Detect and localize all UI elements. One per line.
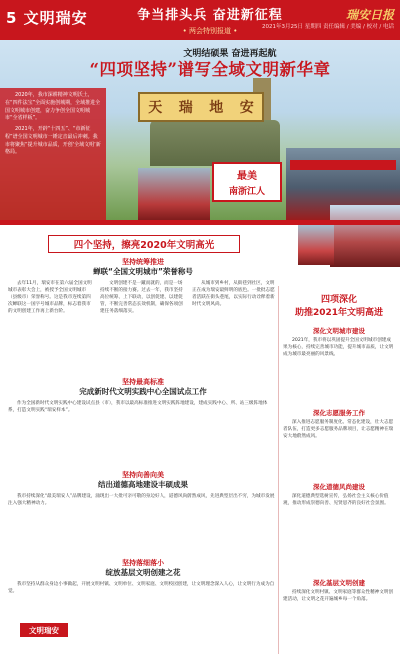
right-heading-1: 四项深化 xyxy=(320,295,357,305)
crowd-photo xyxy=(138,168,210,220)
article-a-text-2: 文明创建不是一蹴而就的，而是一场持续不断的接力赛。过去一年，我市坚持高位统筹、上下联动，以创促建、以建促管，不断完善常态长效机制，确保各项创建任务落细落实。 xyxy=(100,281,183,315)
subhead-c: 坚持向善向美 xyxy=(122,471,164,479)
newspaper-logo: 瑞安日报 xyxy=(345,8,394,22)
column-divider xyxy=(278,286,279,654)
sign-char: 安 xyxy=(239,100,254,116)
title-a: 蝉联“全国文明城市”荣誉称号 xyxy=(93,267,193,276)
right-subhead-1: 深化文明城市建设 xyxy=(313,327,365,335)
footer-tag-text: 文明瑞安 xyxy=(29,625,59,635)
most-beautiful-badge xyxy=(212,162,282,202)
article-c-text: 我市持续深化“最美瑞安人”品牌建设，涌现出一大批可亲可敬的身边好人，道德风尚蔚然成风，先进典型层出不穷，为城市发展注入强大精神动力。 xyxy=(8,494,275,507)
right-article-2-text: 深入推进志愿服务制度化、常态化建设，壮大志愿者队伍，打造更多志愿服务品牌项目，让志愿精神在瑞安大地蔚然成风。 xyxy=(283,420,394,440)
article-a-text-3: 从城市到乡村，从街巷到社区，文明正在成为瑞安最鲜明的底色。一批批志愿者活跃在街头巷尾，以实际行动诠释着新时代文明风尚。 xyxy=(192,281,275,308)
article-b xyxy=(8,400,276,466)
ceremony-banner xyxy=(290,160,396,170)
article-a-col1 xyxy=(8,280,94,372)
right-article-3 xyxy=(283,493,395,573)
article-a-text-1: 去年11月，瑞安市在第六届全国文明城市表彰大会上，被授予全国文明城市（县级市）荣誉称号。这是我市连续第四次蝉联这一国字号城市品牌，标志着我市的文明创建工作再上新台阶。 xyxy=(8,281,92,315)
right-subhead-4: 深化基层文明创建 xyxy=(313,579,365,587)
sign-char: 天 xyxy=(148,100,163,116)
article-b-text: 作为全国新时代文明实践中心建设试点县（市），我市以最高标准推进文明实践阵地建设，建成实践中心、所、站三级阵地体系，打造文明实践“瑞安样本”。 xyxy=(8,401,268,414)
folk-event-photo xyxy=(330,205,400,267)
right-article-2 xyxy=(283,419,395,479)
sign-char: 地 xyxy=(209,100,224,116)
badge-line-2: 南浙江人 xyxy=(228,187,265,197)
page-label: 5 文明瑞安 xyxy=(6,9,88,27)
title-c: 结出道德高地建设丰硕成果 xyxy=(98,480,188,489)
right-article-1-text: 2021年，我市将以巩固提升全国文明城市创建成果为核心，持续完善城市功能，提升城市品质，让文明成为城市最亮丽的风景线。 xyxy=(283,338,394,358)
headline-main: “四项坚持”谱写全域文明新华章 xyxy=(89,60,331,79)
right-subhead-3: 深化道德风尚建设 xyxy=(313,483,365,491)
performers-photo xyxy=(298,225,334,265)
right-subhead-2: 深化志愿服务工作 xyxy=(313,409,365,417)
title-d: 绽放基层文明创建之花 xyxy=(105,568,181,577)
header-slogan-block xyxy=(120,4,300,36)
intro-panel xyxy=(0,88,106,220)
title-b: 完成新时代文明实践中心全国试点工作 xyxy=(79,387,207,396)
right-article-4-text: 持续深化文明村镇、文明家庭等群众性精神文明创建活动，让文明之花开遍城乡每一个角落。 xyxy=(283,590,394,603)
subhead-b: 坚持最高标准 xyxy=(122,378,164,386)
article-d-text: 我市坚持从群众身边小事做起，开展文明村镇、文明单位、文明家庭、文明校园创建，让文明理念深入人心，让文明行为成为自觉。 xyxy=(8,582,275,595)
headline-kicker: 文明结硕果 奋进再起航 xyxy=(183,49,277,59)
section-main-title-text: 四个坚持，擦亮2020年文明高光 xyxy=(73,240,215,251)
article-a-col2 xyxy=(100,280,186,372)
footer-tag xyxy=(20,623,68,637)
subhead-d: 坚持落细落小 xyxy=(122,559,164,567)
right-article-3-text: 深化道德典型选树宣传，弘扬社会主义核心价值观，推动形成崇德向善、见贤思齐的良好社会氛围。 xyxy=(283,494,389,507)
intro-paragraph: 2020年，我市深耕精神文明沃土，在“四件法宝”全面实施创城期，全域推进全国文明城市创建，奋力争创全国文明城市“全省样板”。 xyxy=(5,92,101,122)
article-a-col3 xyxy=(192,280,276,372)
article-c xyxy=(8,493,276,553)
sign-char: 瑞 xyxy=(178,100,193,116)
badge-line-1: 最美 xyxy=(237,171,257,182)
right-article-4 xyxy=(283,589,395,651)
header-slogan: 争当排头兵 奋进新征程 xyxy=(137,8,283,23)
right-article-1 xyxy=(283,337,395,405)
section-stripe xyxy=(0,220,400,225)
intro-paragraph: 2021年，开辟“十四五”、“市新征程”谱全国文明城市一锤定音最后冲刺。我市将聚焦“提升城市品质，开创‘全域文明’新格局。 xyxy=(5,126,101,156)
dateline: 2021年3月25日 星期四 责任编辑 / 美编 / 校对 / 电话 xyxy=(261,24,394,30)
plaza-photo xyxy=(150,120,280,166)
article-d xyxy=(8,581,276,621)
subhead-a: 坚持统筹推进 xyxy=(122,258,164,266)
welcome-sign xyxy=(138,92,264,122)
section-main-title xyxy=(48,235,240,253)
header-slogan-sub: • 两会特别报道 • xyxy=(182,27,238,35)
right-heading-2: 助推2021年文明高进 xyxy=(294,308,384,318)
